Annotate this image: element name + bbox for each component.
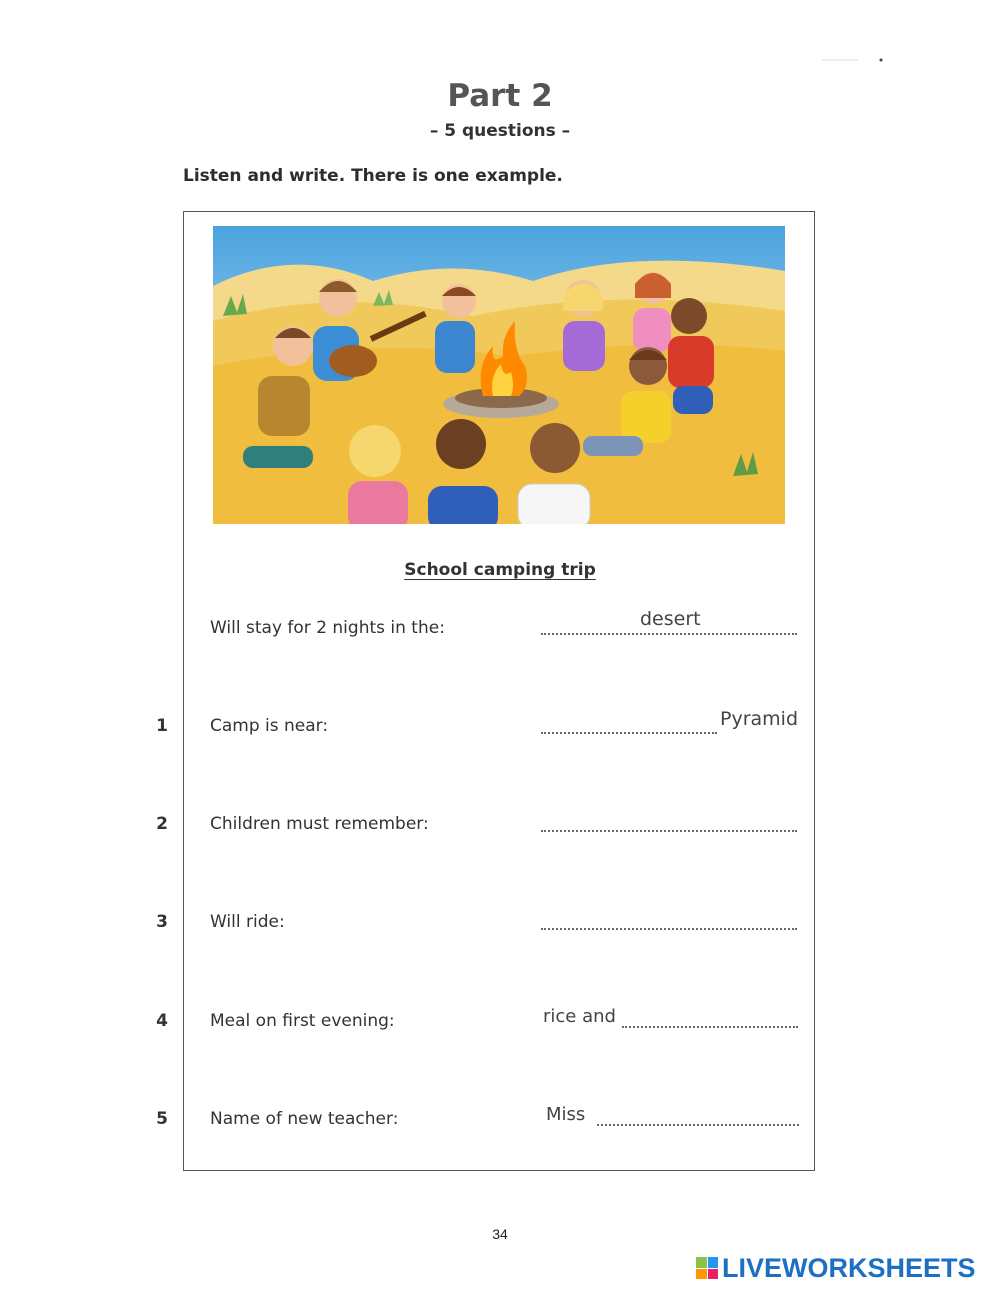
question-3-answer-input[interactable] — [541, 906, 797, 928]
question-1-answer-line — [541, 732, 717, 734]
question-4-label: Meal on first evening: — [210, 1011, 395, 1031]
brand-name: LIVEWORKSHEETS — [722, 1252, 976, 1283]
question-3-number: 3 — [156, 912, 168, 932]
campfire-scene-illustration — [213, 226, 785, 524]
question-1-answer-input[interactable] — [541, 710, 717, 732]
question-4-answer-input[interactable] — [622, 1004, 798, 1026]
question-2-answer-line — [541, 830, 797, 832]
liveworksheets-brand[interactable] — [696, 1253, 976, 1283]
page-subtitle: – 5 questions – — [429, 121, 571, 141]
question-3-label: Will ride: — [210, 912, 285, 932]
question-2-label: Children must remember: — [210, 814, 429, 834]
question-5-label: Name of new teacher: — [210, 1109, 399, 1129]
question-5-answer-input[interactable] — [597, 1102, 799, 1124]
question-1-answer: Pyramid — [720, 708, 799, 730]
question-5-answer-line — [597, 1124, 799, 1126]
example-answer-line — [541, 633, 797, 635]
form-title: School camping trip — [404, 560, 596, 580]
question-1-number: 1 — [156, 716, 168, 736]
page-number: 34 — [492, 1226, 508, 1242]
question-2-number: 2 — [156, 814, 168, 834]
example-label: Will stay for 2 nights in the: — [210, 618, 445, 638]
question-1-label: Camp is near: — [210, 716, 329, 736]
question-3-answer-line — [541, 928, 797, 930]
page-title: Part 2 — [447, 78, 553, 114]
question-4-number: 4 — [156, 1011, 168, 1031]
question-5-number: 5 — [156, 1109, 168, 1129]
liveworksheets-logo-icon — [696, 1257, 718, 1279]
question-4-answer-line — [622, 1026, 798, 1028]
instruction-text: Listen and write. There is one example. — [183, 166, 563, 186]
example-answer: desert — [640, 608, 701, 630]
question-5-prefix: Miss — [546, 1104, 586, 1125]
question-4-prefix: rice and — [543, 1006, 616, 1027]
question-2-answer-input[interactable] — [541, 808, 797, 830]
scan-mark-icon — [822, 58, 884, 62]
